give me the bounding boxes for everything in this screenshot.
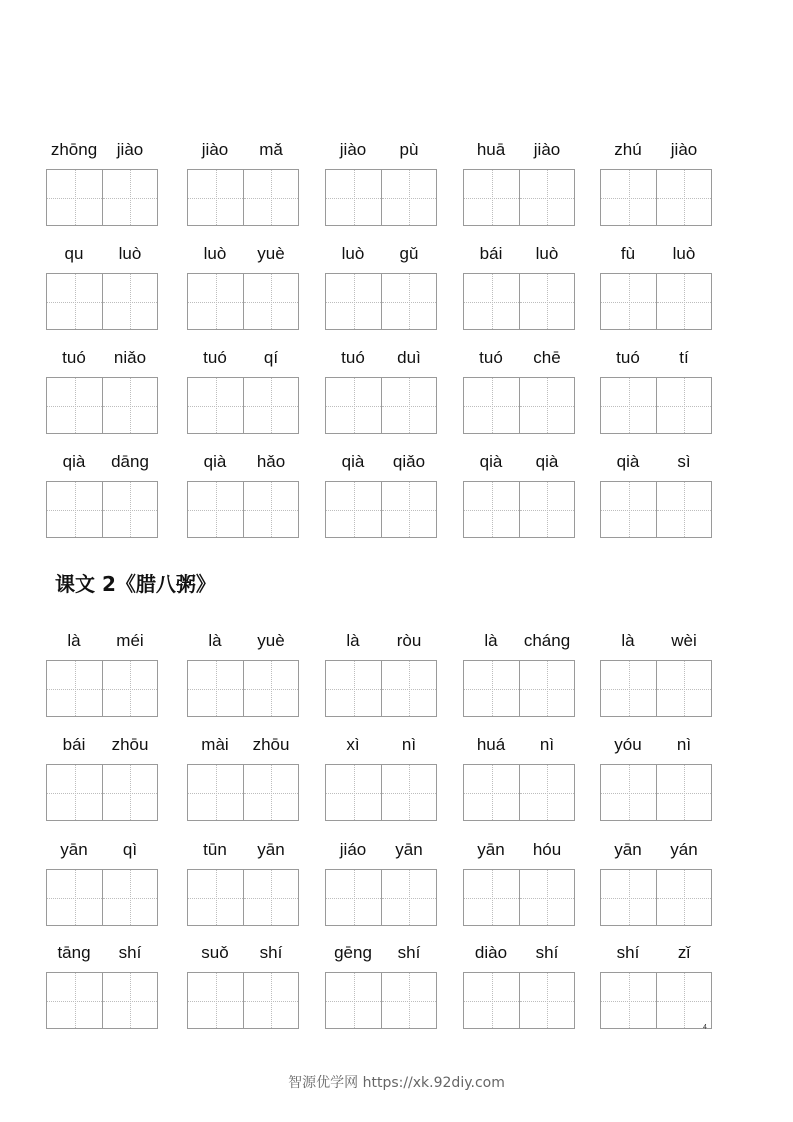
pinyin-word-item [463,347,575,442]
writing-grid [325,377,437,434]
writing-grid [600,660,712,717]
tian-zi-ge-cell[interactable] [243,274,298,329]
writing-grid [600,481,712,538]
writing-grid [463,660,575,717]
tian-zi-ge-cell[interactable] [381,870,436,925]
writing-grid [187,869,299,926]
writing-grid [46,764,158,821]
pinyin-syllable: qià [341,452,365,471]
pinyin-word-item [463,451,575,546]
pinyin-syllable: qí [263,348,279,367]
tian-zi-ge-cell[interactable] [656,870,711,925]
pinyin-syllable: sì [677,452,691,471]
pinyin-syllable: shí [259,943,283,962]
writing-grid [600,764,712,821]
pinyin-syllable: qià [62,452,86,471]
tian-zi-ge-cell[interactable] [519,661,574,716]
pinyin-word-item [463,630,575,725]
pinyin-syllable: yuè [257,631,285,650]
pinyin-syllable: yán [670,840,698,859]
writing-grid [600,169,712,226]
writing-grid [463,869,575,926]
writing-grid [463,169,575,226]
pinyin-syllable: là [621,631,635,650]
pinyin-syllable: shí [397,943,421,962]
tian-zi-ge-cell[interactable] [381,378,436,433]
tian-zi-ge-cell[interactable] [464,274,519,329]
writing-grid [600,972,712,1029]
pinyin-row [0,139,793,234]
tian-zi-ge-cell[interactable] [326,973,381,1028]
pinyin-syllable: là [208,631,222,650]
pinyin-row [0,243,793,338]
pinyin-syllable: ròu [396,631,422,650]
pinyin-word-item [600,839,712,934]
pinyin-syllable: qià [479,452,503,471]
tian-zi-ge-cell[interactable] [47,378,102,433]
pinyin-syllable: luò [203,244,227,263]
tian-zi-ge-cell[interactable] [47,170,102,225]
pinyin-syllable: gēng [334,943,372,962]
pinyin-syllable: tuó [341,348,365,367]
pinyin-syllable: gǔ [399,244,419,263]
pinyin-syllable: luò [672,244,696,263]
pinyin-syllable: tuó [203,348,227,367]
tian-zi-ge-cell[interactable] [188,973,243,1028]
tian-zi-ge-cell[interactable] [188,274,243,329]
tian-zi-ge-cell[interactable] [102,765,157,820]
pinyin-syllable: qià [203,452,227,471]
pinyin-word-item [46,451,158,546]
pinyin-syllable: shí [535,943,559,962]
tian-zi-ge-cell[interactable] [519,482,574,537]
pinyin-syllable: cháng [523,631,571,650]
tian-zi-ge-cell[interactable] [102,661,157,716]
pinyin-syllable: tūn [203,840,227,859]
tian-zi-ge-cell[interactable] [243,870,298,925]
pinyin-word-item [600,139,712,234]
writing-grid [600,869,712,926]
tian-zi-ge-cell[interactable] [601,482,656,537]
pinyin-word-item [325,243,437,338]
tian-zi-ge-cell[interactable] [381,973,436,1028]
pinyin-syllable: jiào [339,140,367,159]
tian-zi-ge-cell[interactable] [601,661,656,716]
pinyin-word-item [463,139,575,234]
pinyin-syllable: nì [539,735,555,754]
writing-grid [187,660,299,717]
pinyin-syllable: zhú [614,140,642,159]
pinyin-syllable: tuó [479,348,503,367]
tian-zi-ge-cell[interactable] [102,482,157,537]
tian-zi-ge-cell[interactable] [326,170,381,225]
pinyin-syllable: là [67,631,81,650]
pinyin-word-item [46,839,158,934]
pinyin-word-item [600,451,712,546]
pinyin-word-item [600,630,712,725]
pinyin-syllable: qià [616,452,640,471]
pinyin-word-item [463,243,575,338]
pinyin-syllable: xì [346,735,360,754]
writing-grid [187,377,299,434]
writing-grid [187,764,299,821]
pinyin-syllable: yān [60,840,88,859]
pinyin-syllable: luò [341,244,365,263]
tian-zi-ge-cell[interactable] [47,765,102,820]
tian-zi-ge-cell[interactable] [102,378,157,433]
pinyin-word-item [187,942,299,1037]
pinyin-syllable: wèi [671,631,697,650]
pinyin-syllable: yóu [614,735,642,754]
writing-grid [463,377,575,434]
pinyin-syllable: jiào [670,140,698,159]
tian-zi-ge-cell[interactable] [519,274,574,329]
writing-grid [46,481,158,538]
pinyin-syllable: nì [401,735,417,754]
tian-zi-ge-cell[interactable] [188,482,243,537]
pinyin-word-item [187,243,299,338]
pinyin-syllable: huā [476,140,506,159]
pinyin-syllable: zhōu [252,735,290,754]
pinyin-row [0,839,793,934]
writing-grid [325,660,437,717]
tian-zi-ge-cell[interactable] [326,274,381,329]
writing-grid [600,273,712,330]
tian-zi-ge-cell[interactable] [519,870,574,925]
pinyin-syllable: suǒ [201,943,229,962]
pinyin-word-item [325,630,437,725]
tian-zi-ge-cell[interactable] [102,170,157,225]
pinyin-syllable: là [346,631,360,650]
pinyin-word-item [463,734,575,829]
tian-zi-ge-cell[interactable] [381,482,436,537]
pinyin-word-item [325,839,437,934]
tian-zi-ge-cell[interactable] [381,274,436,329]
pinyin-syllable: méi [116,631,144,650]
pinyin-syllable: yān [395,840,423,859]
tian-zi-ge-cell[interactable] [381,765,436,820]
writing-grid [325,169,437,226]
writing-grid [46,169,158,226]
tian-zi-ge-cell[interactable] [464,378,519,433]
tian-zi-ge-cell[interactable] [656,973,711,1028]
tian-zi-ge-cell[interactable] [601,973,656,1028]
pinyin-word-item [325,347,437,442]
pinyin-word-item [46,734,158,829]
tian-zi-ge-cell[interactable] [47,870,102,925]
writing-grid [46,273,158,330]
pinyin-syllable: chē [533,348,561,367]
pinyin-word-item [187,630,299,725]
pinyin-word-item [325,139,437,234]
writing-grid [325,273,437,330]
writing-grid [187,972,299,1029]
tian-zi-ge-cell[interactable] [656,765,711,820]
tian-zi-ge-cell[interactable] [464,482,519,537]
pinyin-syllable: tí [679,348,689,367]
pinyin-syllable: diào [474,943,508,962]
pinyin-syllable: shí [616,943,640,962]
page-number: 4 [703,1024,707,1031]
pinyin-syllable: zhōu [111,735,149,754]
tian-zi-ge-cell[interactable] [464,170,519,225]
pinyin-syllable: qì [122,840,138,859]
tian-zi-ge-cell[interactable] [656,274,711,329]
tian-zi-ge-cell[interactable] [47,661,102,716]
pinyin-syllable: jiào [116,140,144,159]
pinyin-syllable: yān [614,840,642,859]
tian-zi-ge-cell[interactable] [102,870,157,925]
pinyin-syllable: niǎo [113,348,147,367]
pinyin-word-item [463,942,575,1037]
pinyin-syllable: zhōng [50,140,98,159]
writing-grid [46,377,158,434]
writing-grid [46,869,158,926]
pinyin-syllable: hóu [532,840,562,859]
pinyin-syllable: yuè [257,244,285,263]
writing-grid [463,972,575,1029]
pinyin-word-item [187,734,299,829]
tian-zi-ge-cell[interactable] [519,170,574,225]
pinyin-word-item [325,451,437,546]
tian-zi-ge-cell[interactable] [656,170,711,225]
pinyin-syllable: hǎo [256,452,286,471]
tian-zi-ge-cell[interactable] [601,170,656,225]
tian-zi-ge-cell[interactable] [326,765,381,820]
pinyin-word-item [600,347,712,442]
pinyin-word-item [600,243,712,338]
tian-zi-ge-cell[interactable] [243,973,298,1028]
tian-zi-ge-cell[interactable] [381,170,436,225]
tian-zi-ge-cell[interactable] [188,765,243,820]
tian-zi-ge-cell[interactable] [326,870,381,925]
pinyin-syllable: tāng [57,943,91,962]
pinyin-syllable: tuó [616,348,640,367]
pinyin-row [0,734,793,829]
pinyin-syllable: huá [476,735,506,754]
pinyin-syllable: nì [676,735,692,754]
pinyin-syllable: qià [535,452,559,471]
tian-zi-ge-cell[interactable] [464,765,519,820]
tian-zi-ge-cell[interactable] [188,661,243,716]
tian-zi-ge-cell[interactable] [601,765,656,820]
tian-zi-ge-cell[interactable] [102,973,157,1028]
tian-zi-ge-cell[interactable] [243,378,298,433]
pinyin-syllable: mài [201,735,229,754]
tian-zi-ge-cell[interactable] [243,482,298,537]
tian-zi-ge-cell[interactable] [656,661,711,716]
pinyin-syllable: bái [62,735,86,754]
pinyin-syllable: qiǎo [392,452,426,471]
pinyin-word-item [187,139,299,234]
pinyin-syllable: qu [64,244,84,263]
pinyin-word-item [187,839,299,934]
tian-zi-ge-cell[interactable] [326,378,381,433]
tian-zi-ge-cell[interactable] [188,170,243,225]
tian-zi-ge-cell[interactable] [47,482,102,537]
pinyin-row [0,630,793,725]
tian-zi-ge-cell[interactable] [656,378,711,433]
tian-zi-ge-cell[interactable] [47,973,102,1028]
pinyin-syllable: tuó [62,348,86,367]
writing-grid [46,972,158,1029]
tian-zi-ge-cell[interactable] [464,973,519,1028]
tian-zi-ge-cell[interactable] [656,482,711,537]
writing-grid [46,660,158,717]
pinyin-word-item [600,734,712,829]
pinyin-word-item [187,451,299,546]
writing-grid [600,377,712,434]
writing-grid [463,764,575,821]
pinyin-word-item [46,243,158,338]
writing-grid [325,481,437,538]
pinyin-word-item [187,347,299,442]
pinyin-word-item [463,839,575,934]
pinyin-word-item [600,942,712,1037]
tian-zi-ge-cell[interactable] [326,661,381,716]
writing-grid [463,273,575,330]
pinyin-syllable: luò [535,244,559,263]
pinyin-syllable: bái [479,244,503,263]
tian-zi-ge-cell[interactable] [326,482,381,537]
pinyin-syllable: luò [118,244,142,263]
pinyin-syllable: mǎ [259,140,283,159]
tian-zi-ge-cell[interactable] [243,661,298,716]
pinyin-syllable: là [484,631,498,650]
tian-zi-ge-cell[interactable] [188,378,243,433]
writing-grid [325,972,437,1029]
tian-zi-ge-cell[interactable] [519,378,574,433]
pinyin-row [0,347,793,442]
writing-grid [187,273,299,330]
writing-grid [463,481,575,538]
tian-zi-ge-cell[interactable] [601,378,656,433]
writing-grid [325,869,437,926]
writing-grid [187,481,299,538]
tian-zi-ge-cell[interactable] [601,274,656,329]
pinyin-syllable: jiào [201,140,229,159]
lesson-heading: 课文 2《腊八粥》 [55,572,216,596]
tian-zi-ge-cell[interactable] [243,765,298,820]
pinyin-syllable: yān [257,840,285,859]
pinyin-syllable: zǐ [677,943,691,962]
footer-watermark: 智源优学网 https://xk.92diy.com [288,1075,505,1091]
writing-grid [325,764,437,821]
pinyin-syllable: jiào [533,140,561,159]
pinyin-row [0,942,793,1037]
tian-zi-ge-cell[interactable] [601,870,656,925]
pinyin-syllable: shí [118,943,142,962]
pinyin-word-item [46,630,158,725]
pinyin-syllable: yān [477,840,505,859]
pinyin-syllable: fù [620,244,636,263]
tian-zi-ge-cell[interactable] [381,661,436,716]
tian-zi-ge-cell[interactable] [188,870,243,925]
pinyin-word-item [325,942,437,1037]
tian-zi-ge-cell[interactable] [243,170,298,225]
tian-zi-ge-cell[interactable] [464,870,519,925]
tian-zi-ge-cell[interactable] [519,973,574,1028]
pinyin-syllable: duì [397,348,421,367]
tian-zi-ge-cell[interactable] [47,274,102,329]
tian-zi-ge-cell[interactable] [102,274,157,329]
pinyin-word-item [46,347,158,442]
pinyin-word-item [325,734,437,829]
writing-grid [187,169,299,226]
tian-zi-ge-cell[interactable] [464,661,519,716]
pinyin-word-item [46,139,158,234]
tian-zi-ge-cell[interactable] [519,765,574,820]
pinyin-syllable: pù [399,140,419,159]
pinyin-syllable: jiáo [339,840,367,859]
pinyin-syllable: dāng [111,452,149,471]
pinyin-word-item [46,942,158,1037]
pinyin-row [0,451,793,546]
